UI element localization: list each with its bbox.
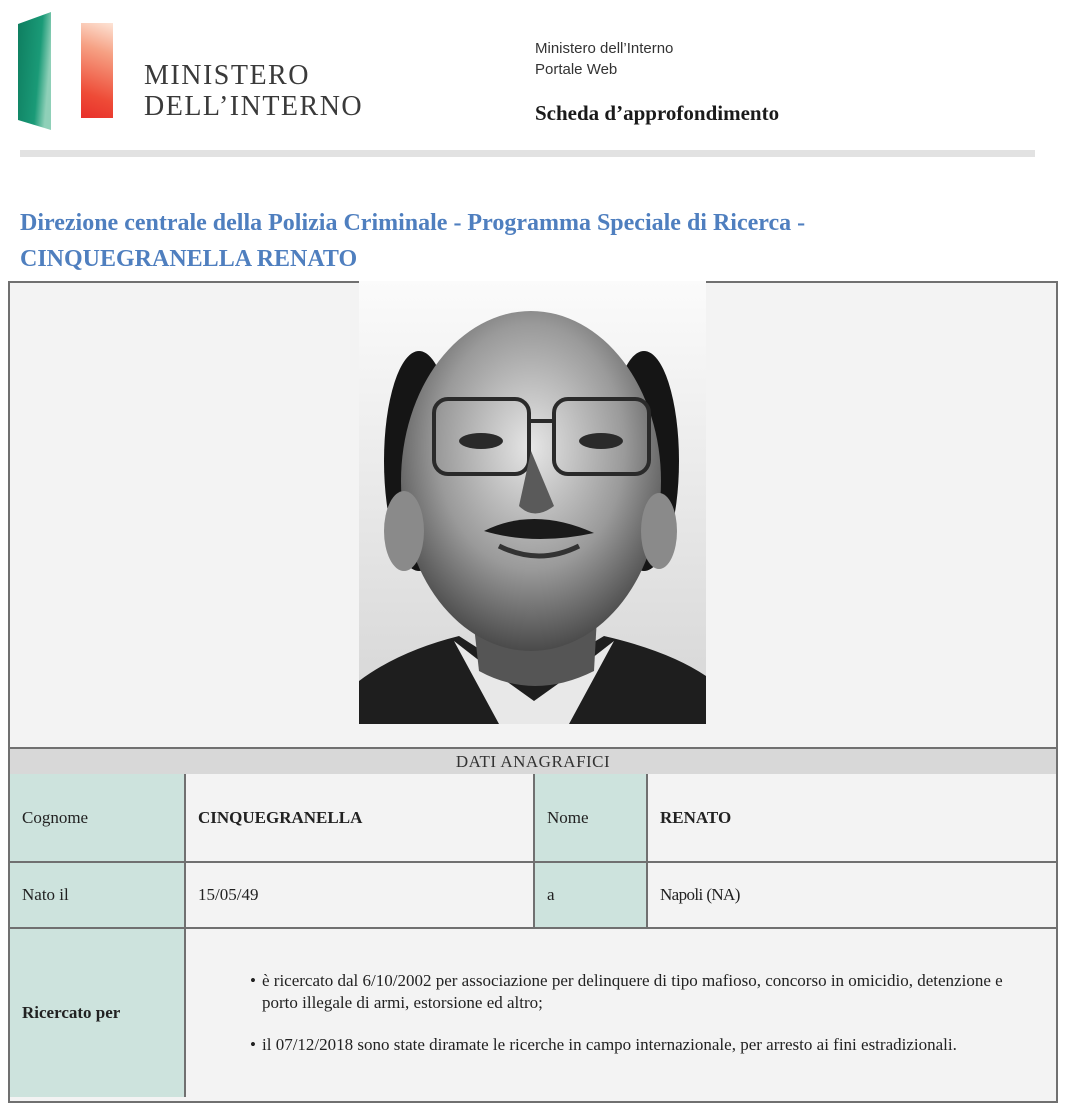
header-divider: [20, 150, 1035, 157]
surname-label: Cognome: [10, 774, 185, 862]
birth-date-label: Nato il: [10, 862, 185, 928]
wanted-for-label: Ricercato per: [10, 928, 185, 1097]
birth-place-value: Napoli (NA): [647, 862, 1056, 928]
wanted-person-card: [8, 281, 1058, 1103]
surname-value: CINQUEGRANELLA: [185, 774, 534, 862]
flag-red-band-icon: [81, 23, 113, 118]
flag-green-band-icon: [18, 12, 51, 130]
portal-line-2: Portale Web: [535, 61, 618, 78]
wanted-reason-1: è ricercato dal 6/10/2002 per associazione per delinquere di tipo mafioso, concorso in omicidio, detenzione e porto illegale di armi, estorsione ed altro;: [262, 971, 1003, 1012]
wanted-reason-2: il 07/12/2018 sono state diramate le ricerche in campo internazionale, per arresto ai fini estradizionali.: [262, 1035, 957, 1054]
table-row: [10, 928, 1056, 1097]
wanted-reasons-list: [198, 970, 1044, 1056]
name-value: RENATO: [647, 774, 1056, 862]
page-title-line-1: Direzione centrale della Polizia Criminale - Programma Speciale di Ricerca -: [20, 210, 806, 236]
name-label: Nome: [534, 774, 647, 862]
list-item: [250, 1034, 1044, 1056]
portal-line-1: Ministero dell’Interno: [535, 40, 674, 57]
logo-line-2: DELL’INTERNO: [144, 91, 364, 122]
photo-area: [10, 283, 1056, 747]
mugshot-photo: [359, 281, 706, 724]
portal-info: [535, 38, 673, 80]
logo-text: [144, 60, 363, 122]
table-row: [10, 774, 1056, 862]
birth-date-value: 15/05/49: [185, 862, 534, 928]
page-title: [20, 205, 1020, 277]
logo-line-1: MINISTERO: [144, 60, 310, 91]
section-header-personal-data: DATI ANAGRAFICI: [10, 747, 1056, 776]
document-type: Scheda d’approfondimento: [535, 101, 780, 125]
portrait-icon: [359, 281, 706, 724]
list-item: [250, 970, 1044, 1014]
personal-data-table: [10, 774, 1056, 1097]
wanted-for-value: [185, 928, 1056, 1097]
page-title-line-2: CINQUEGRANELLA RENATO: [20, 246, 358, 272]
birth-place-label: a: [534, 862, 647, 928]
table-row: [10, 862, 1056, 928]
